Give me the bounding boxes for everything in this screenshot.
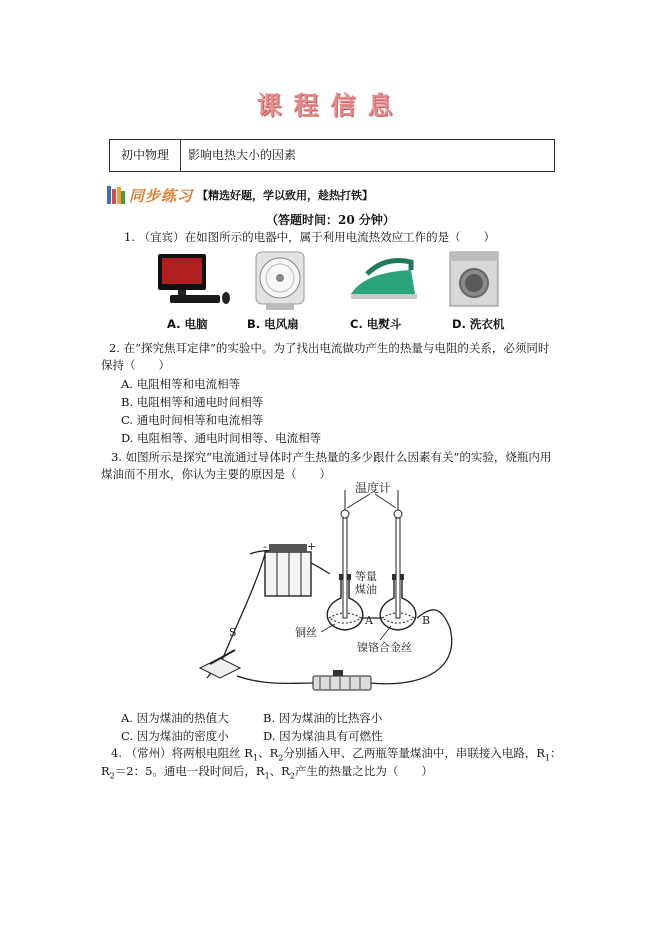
- section-label: 同步练习: [129, 186, 194, 205]
- q1-option-b: B. 电风扇: [247, 317, 299, 331]
- flask-b-label: B: [422, 614, 431, 627]
- fan-icon: [256, 252, 304, 310]
- nichrome-wire-label: 镍铬合金丝: [357, 641, 412, 654]
- switch-icon: [200, 626, 240, 678]
- q1-stem: 1. （宜宾）在如图所示的电器中，属于利用电流热效应工作的是（ ）: [124, 230, 496, 244]
- thermometer-label: 温度计: [355, 481, 392, 495]
- svg-text:+: +: [307, 540, 317, 553]
- computer-icon: [158, 254, 230, 304]
- q3-option-c: C. 因为煤油的密度小: [121, 729, 229, 743]
- q3-option-d: D. 因为煤油具有可燃性: [263, 729, 383, 743]
- kerosene-label: 等量煤油: [355, 570, 377, 596]
- q1-option-a: A. 电脑: [167, 317, 208, 331]
- iron-icon: [351, 261, 417, 300]
- svg-text:-: -: [263, 540, 267, 553]
- q3-circuit-diagram: [195, 478, 465, 710]
- q2-option-d: D. 电阻相等、通电时间相等、电流相等: [121, 431, 322, 445]
- flask-b-icon: [380, 490, 416, 630]
- page-title: 课程信息: [256, 91, 405, 120]
- q2-option-a: A. 电阻相等和电流相等: [121, 377, 241, 391]
- switch-label: S: [229, 626, 237, 639]
- q3-stem-line2: 煤油而不用水，你认为主要的原因是（ ）: [101, 467, 331, 481]
- section-subtitle: 【精选好题，学以致用，趁热打铁】: [197, 189, 374, 202]
- q2-stem-line1: 2. 在“探究焦耳定律”的实验中。为了找出电流做功产生的热量与电阻的关系，必须同时: [109, 341, 550, 355]
- q1-option-c: C. 电熨斗: [350, 317, 402, 331]
- q2-stem-line2: 保持（ ）: [101, 358, 170, 372]
- battery-icon: [263, 540, 316, 596]
- info-table: [109, 139, 555, 172]
- flask-a-label: A: [365, 614, 373, 627]
- q2-option-c: C. 通电时间相等和电流相等: [121, 413, 264, 427]
- q3-option-a: A. 因为煤油的热值大: [121, 711, 229, 725]
- topic-cell: 影响电热大小的因素: [188, 148, 297, 162]
- flask-a-icon: [327, 490, 363, 630]
- q4-stem-line1: 4. （常州）将两根电阻丝 $R_1$、$R_2$分别插入甲、乙两瓶等量煤油中，串联接入电路，$R_1$：: [111, 746, 562, 763]
- books-icon: [107, 186, 125, 204]
- subject-cell: 初中物理: [110, 140, 181, 171]
- q3-option-b: B. 因为煤油的比热容小: [263, 711, 383, 725]
- washing-machine-icon: [450, 252, 498, 306]
- rheostat-icon: [313, 670, 371, 690]
- q2-option-b: B. 电阻相等和通电时间相等: [121, 395, 264, 409]
- q1-appliance-images: [150, 250, 530, 315]
- q4-stem-line2: $R_2=2$：5。通电一段时间后，$R_1$、$R_2$产生的热量之比为（ ）: [101, 764, 433, 781]
- time-note: （答题时间：20 分钟）: [266, 213, 395, 227]
- section-banner: [107, 184, 373, 206]
- copper-wire-label: 铜丝: [295, 626, 317, 639]
- q1-option-d: D. 洗衣机: [452, 317, 505, 331]
- q3-stem-line1: 3. 如图所示是探究“电流通过导体时产生热量的多少跟什么因素有关”的实验，烧瓶内用: [111, 450, 552, 464]
